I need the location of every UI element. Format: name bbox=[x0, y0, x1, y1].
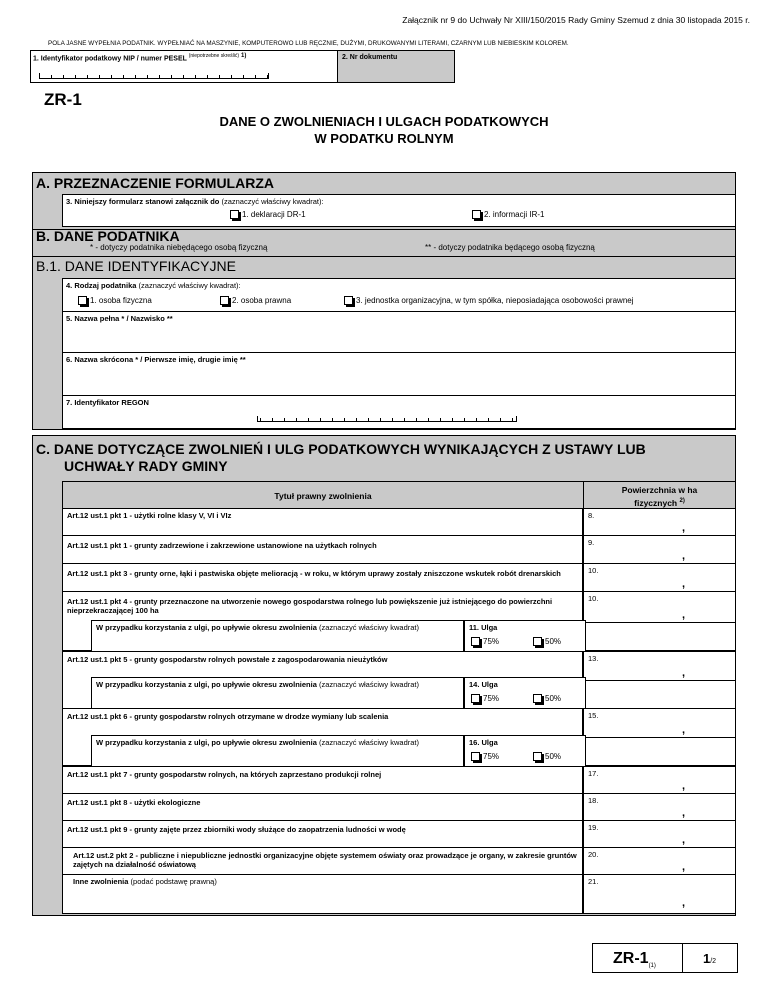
relief-text: W przypadku korzystania z ulgi, po upływie okresu zwolnienia bbox=[96, 623, 317, 632]
regon-digit-cells bbox=[257, 416, 517, 422]
section-b1-title: B.1. DANE IDENTYFIKACYJNE bbox=[36, 258, 236, 274]
section-b-note-left: * - dotyczy podatnika niebędącego osobą fizyczną bbox=[90, 243, 268, 252]
field-number: 20. bbox=[588, 850, 599, 859]
section-b-note-right: ** - dotyczy podatnika będącego osobą fizyczną bbox=[425, 243, 595, 252]
field-number: 19. bbox=[588, 823, 599, 832]
field-number: 13. bbox=[588, 654, 599, 663]
nip-pesel-note: (niepotrzebne skreślić) bbox=[188, 53, 240, 59]
option-natural-person-label: 1. osoba fizyczna bbox=[90, 296, 152, 305]
area-input[interactable] bbox=[583, 847, 736, 875]
area-input[interactable] bbox=[583, 766, 736, 794]
option-declaration-dr1-label: 1. deklaracji DR-1 bbox=[242, 210, 306, 219]
area-input[interactable] bbox=[583, 820, 736, 848]
form-title-line2: W PODATKU ROLNYM bbox=[314, 131, 454, 146]
row-title: Art.12 ust.1 pkt 1 - grunty zadrzewione i zakrzewione ustanowione na użytkach rolnych bbox=[62, 535, 583, 564]
field-4-label: 4. Rodzaj podatnika bbox=[66, 281, 137, 290]
regon-field[interactable] bbox=[62, 395, 736, 429]
decimal-comma: , bbox=[681, 861, 685, 873]
relief-75-option[interactable] bbox=[471, 752, 499, 761]
option-legal-person-label: 2. osoba prawna bbox=[232, 296, 292, 305]
option-declaration-dr1[interactable] bbox=[230, 210, 306, 219]
checkbox-icon[interactable] bbox=[220, 296, 229, 305]
area-input[interactable] bbox=[583, 793, 736, 821]
field-number: 18. bbox=[588, 796, 599, 805]
field-3 bbox=[62, 194, 736, 227]
page-total: /2 bbox=[710, 958, 717, 965]
footer-form-version: (1) bbox=[648, 963, 656, 970]
checkbox-icon[interactable] bbox=[471, 694, 480, 703]
document-number-label: 2. Nr dokumentu bbox=[342, 54, 398, 61]
footer-form-code: ZR-1 bbox=[613, 950, 649, 967]
decimal-comma: , bbox=[681, 550, 685, 562]
table-row bbox=[62, 766, 736, 794]
form-code: ZR-1 bbox=[44, 90, 82, 109]
area-input[interactable] bbox=[583, 563, 736, 592]
checkbox-icon[interactable] bbox=[533, 752, 542, 761]
column-header-area bbox=[583, 481, 736, 509]
relief-row bbox=[91, 735, 586, 767]
nip-pesel-footnote: 1) bbox=[241, 53, 247, 59]
full-name-field[interactable] bbox=[62, 311, 736, 353]
other-exemptions-label: Inne zwolnienia bbox=[73, 877, 129, 886]
option-organizational-unit-label: 3. jednostka organizacyjna, w tym spółka, nieposiadająca osobowości prawnej bbox=[356, 296, 634, 305]
relief-50-option[interactable] bbox=[533, 637, 561, 646]
relief-75-label: 75% bbox=[483, 752, 500, 761]
nip-pesel-label: 1. Identyfikator podatkowy NIP / numer PESEL bbox=[33, 55, 187, 63]
short-name-field[interactable] bbox=[62, 352, 736, 396]
relief-note: (zaznaczyć właściwy kwadrat) bbox=[318, 623, 419, 632]
relief-75-option[interactable] bbox=[471, 694, 499, 703]
relief-label-11: 11. Ulga bbox=[469, 623, 498, 632]
checkbox-icon[interactable] bbox=[230, 210, 239, 219]
column-header-area-text: Powierzchnia w ha fizycznych bbox=[621, 485, 698, 508]
relief-note: (zaznaczyć właściwy kwadrat) bbox=[318, 680, 419, 689]
full-name-label: 5. Nazwa pełna * / Nazwisko ** bbox=[66, 314, 173, 323]
decimal-comma: , bbox=[681, 522, 685, 534]
row-title: Art.12 ust.1 pkt 7 - grunty gospodarstw rolnych, na których zaprzestano produkcji rolnej bbox=[62, 766, 583, 794]
relief-note: (zaznaczyć właściwy kwadrat) bbox=[318, 738, 419, 747]
footer-page-box bbox=[682, 943, 738, 973]
table-row bbox=[62, 793, 736, 821]
relief-50-label: 50% bbox=[545, 694, 562, 703]
field-number: 21. bbox=[588, 877, 599, 886]
field-number: 9. bbox=[588, 538, 595, 547]
table-row bbox=[62, 874, 736, 914]
field-number: 10. bbox=[588, 594, 599, 603]
fill-instruction: POLA JASNE WYPEŁNIA PODATNIK. WYPEŁNIAĆ NA MASZYNIE, KOMPUTEROWO LUB RĘCZNIE, DUŻYMI, DRUKOWANYMI LITERAMI, CZARNYM LUB NIEBIESKIM KOLOREM. bbox=[48, 40, 569, 47]
row-title[interactable] bbox=[62, 874, 583, 914]
checkbox-icon[interactable] bbox=[533, 694, 542, 703]
field-4-note: (zaznaczyć właściwy kwadrat): bbox=[138, 281, 241, 290]
table-row bbox=[62, 847, 736, 875]
table-row bbox=[62, 563, 736, 592]
relief-75-label: 75% bbox=[483, 694, 500, 703]
attachment-note: Załącznik nr 9 do Uchwały Nr XIII/150/2015 Rady Gminy Szemud z dnia 30 listopada 2015 r. bbox=[402, 15, 750, 25]
row-title: Art.12 ust.2 pkt 2 - publiczne i niepubliczne jednostki organizacyjne objęte systemem oświaty oraz prowadzące je organy, w zakresie gruntów zajętych na działalność oświatową bbox=[62, 847, 583, 875]
checkbox-icon[interactable] bbox=[533, 637, 542, 646]
checkbox-icon[interactable] bbox=[472, 210, 481, 219]
field-number: 8. bbox=[588, 511, 595, 520]
decimal-comma: , bbox=[681, 609, 685, 621]
relief-row bbox=[91, 620, 586, 652]
form-title-line1: DANE O ZWOLNIENIACH I ULGACH PODATKOWYCH bbox=[219, 114, 549, 129]
row-title: Art.12 ust.1 pkt 9 - grunty zajęte przez zbiorniki wody służące do zaopatrzenia ludności w wodę bbox=[62, 820, 583, 848]
field-3-label: 3. Niniejszy formularz stanowi załącznik do bbox=[66, 197, 220, 206]
checkbox-icon[interactable] bbox=[471, 752, 480, 761]
relief-row bbox=[91, 677, 586, 709]
checkbox-icon[interactable] bbox=[471, 637, 480, 646]
area-input[interactable] bbox=[583, 651, 736, 681]
nip-digit-cells bbox=[39, 73, 269, 79]
option-organizational-unit[interactable] bbox=[344, 296, 634, 305]
relief-50-option[interactable] bbox=[533, 752, 561, 761]
relief-text: W przypadku korzystania z ulgi, po upływie okresu zwolnienia bbox=[96, 680, 317, 689]
decimal-comma: , bbox=[681, 780, 685, 792]
relief-75-label: 75% bbox=[483, 637, 500, 646]
row-title: Art.12 ust.1 pkt 6 - grunty gospodarstw rolnych otrzymane w drodze wymiany lub scalenia bbox=[62, 708, 583, 766]
row-title: Art.12 ust.1 pkt 8 - użytki ekologiczne bbox=[62, 793, 583, 821]
decimal-comma: , bbox=[681, 807, 685, 819]
relief-label-14: 14. Ulga bbox=[469, 680, 498, 689]
row-title: Art.12 ust.1 pkt 4 - grunty przeznaczone na utworzenie nowego gospodarstwa rolnego lub powiększenie już istniejącego do powierzchni nieprzekraczającej 100 ha bbox=[62, 591, 583, 651]
checkbox-icon[interactable] bbox=[78, 296, 87, 305]
table-row bbox=[62, 820, 736, 848]
row-title: Art.12 ust.1 pkt 3 - grunty orne, łąki i pastwiska objęte melioracją - w roku, w którym uprawy zostały zniszczone wskutek robót drenarskich bbox=[62, 563, 583, 592]
relief-75-option[interactable] bbox=[471, 637, 499, 646]
decimal-comma: , bbox=[681, 667, 685, 679]
relief-text: W przypadku korzystania z ulgi, po upływie okresu zwolnienia bbox=[96, 738, 317, 747]
relief-50-label: 50% bbox=[545, 752, 562, 761]
option-information-ir1[interactable] bbox=[472, 210, 544, 219]
column-header-title-label: Tytuł prawny zwolnienia bbox=[274, 491, 372, 501]
field-number: 15. bbox=[588, 711, 599, 720]
section-a-title: A. PRZEZNACZENIE FORMULARZA bbox=[36, 175, 274, 191]
section-b-title: B. DANE PODATNIKA bbox=[36, 228, 180, 244]
checkbox-icon[interactable] bbox=[344, 296, 353, 305]
column-header-title bbox=[62, 481, 584, 509]
area-input[interactable] bbox=[583, 591, 736, 623]
relief-50-option[interactable] bbox=[533, 694, 561, 703]
column-header-area-footnote: 2) bbox=[679, 498, 685, 504]
decimal-comma: , bbox=[681, 578, 685, 590]
option-legal-person[interactable] bbox=[220, 296, 291, 305]
regon-label: 7. Identyfikator REGON bbox=[66, 398, 149, 407]
field-number: 17. bbox=[588, 769, 599, 778]
document-number-field bbox=[337, 50, 455, 83]
decimal-comma: , bbox=[681, 834, 685, 846]
option-information-ir1-label: 2. informacji IR-1 bbox=[484, 210, 545, 219]
page-number: 1 bbox=[703, 951, 711, 966]
field-3-note: (zaznaczyć właściwy kwadrat): bbox=[221, 197, 324, 206]
decimal-comma: , bbox=[681, 897, 685, 909]
short-name-label: 6. Nazwa skrócona * / Pierwsze imię, drugie imię ** bbox=[66, 355, 246, 364]
other-exemptions-note: (podać podstawę prawną) bbox=[130, 877, 217, 886]
section-c-title-line2: UCHWAŁY RADY GMINY bbox=[64, 458, 228, 474]
area-input[interactable] bbox=[583, 708, 736, 738]
row-title: Art.12 ust.1 pkt 5 - grunty gospodarstw rolnych powstałe z zagospodarowania nieużytków bbox=[62, 651, 583, 709]
relief-label-16: 16. Ulga bbox=[469, 738, 498, 747]
table-row bbox=[62, 535, 736, 564]
relief-50-label: 50% bbox=[545, 637, 562, 646]
row-title: Art.12 ust.1 pkt 1 - użytki rolne klasy V, VI i VIz bbox=[62, 508, 583, 536]
footer-form-code-box bbox=[592, 943, 683, 973]
section-c-title-line1: C. DANE DOTYCZĄCE ZWOLNIEŃ I ULG PODATKOWYCH WYNIKAJĄCYCH Z USTAWY LUB bbox=[36, 441, 646, 457]
area-input[interactable] bbox=[583, 508, 736, 536]
column-header-area-label bbox=[584, 485, 735, 509]
area-input[interactable] bbox=[583, 535, 736, 564]
field-4 bbox=[62, 278, 736, 312]
option-natural-person[interactable] bbox=[78, 296, 152, 305]
table-row bbox=[62, 508, 736, 536]
decimal-comma: , bbox=[681, 724, 685, 736]
nip-pesel-field[interactable] bbox=[30, 50, 338, 83]
area-input[interactable] bbox=[583, 874, 736, 914]
field-number: 10. bbox=[588, 566, 599, 575]
